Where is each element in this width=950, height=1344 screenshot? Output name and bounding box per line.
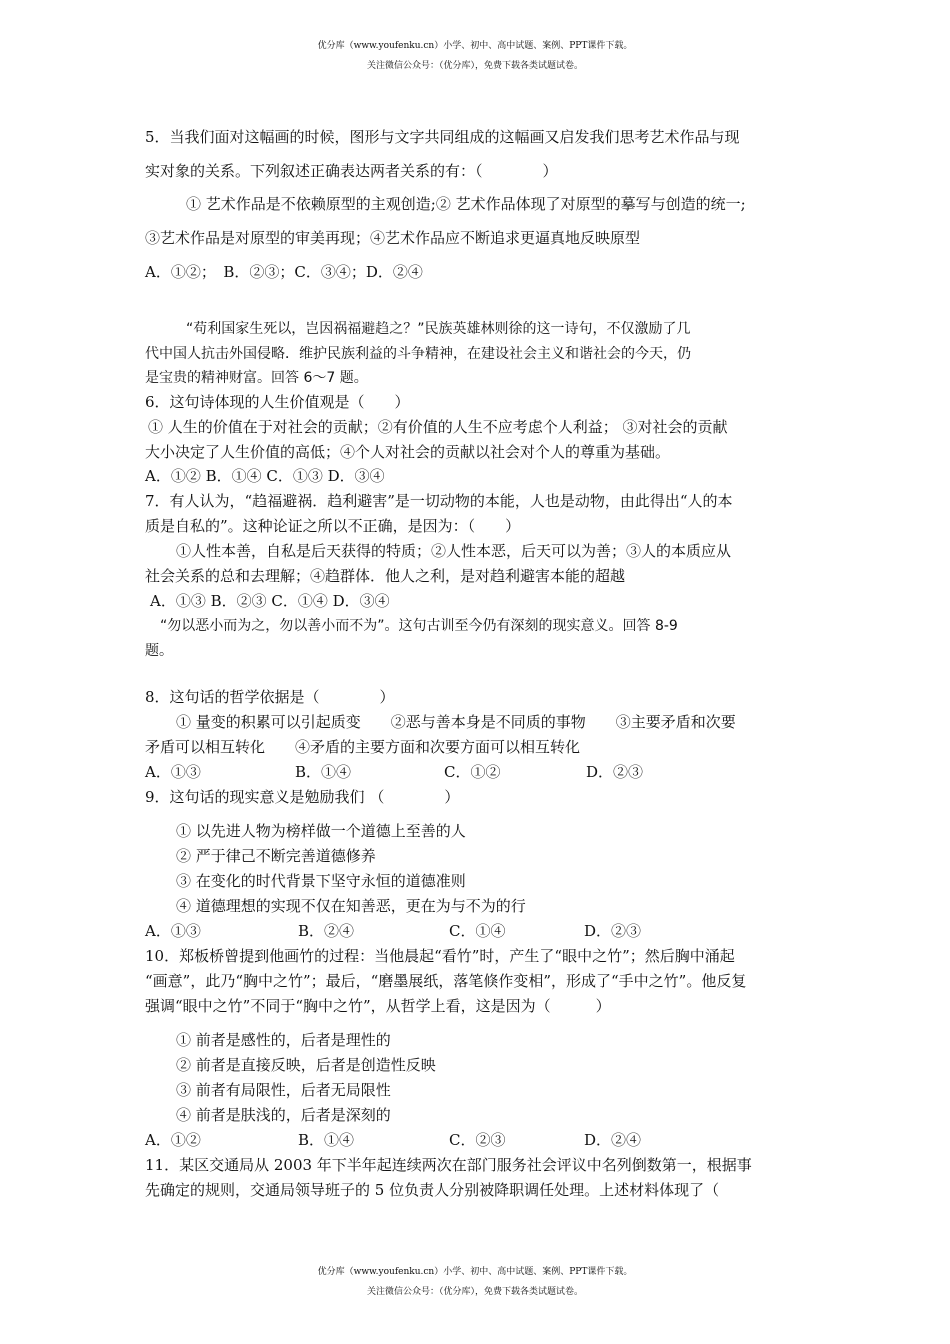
q9-choice-a: A．①③ <box>145 922 201 940</box>
q5-line-3: ① 艺术作品是不依赖原型的主观创造;② 艺术作品体现了对原型的摹写与创造的统一; <box>186 195 746 213</box>
passage1-line-1: “苟利国家生死以，岂因祸福避趋之？”民族英雄林则徐的这一诗句，不仅激励了几 <box>186 321 691 337</box>
passage1-line-2: 代中国人抗击外国侵略．维护民族利益的斗争精神，在建设社会主义和谐社会的今天，仍 <box>145 346 691 362</box>
q10-choice-d: D．②④ <box>584 1131 642 1149</box>
q11-line-2: 先确定的规则，交通局领导班子的 5 位负责人分别被降职调任处理。上述材料体现了（ <box>145 1181 720 1199</box>
header-line-2: 关注微信公众号：（优分库），免费下载各类试题试卷。 <box>366 61 583 71</box>
q9-choice-c: C．①④ <box>449 922 506 940</box>
passage1-line-3: 是宝贵的精神财富。回答 6～7 题。 <box>145 370 368 386</box>
q6-line-1: 6．这句诗体现的人生价值观是（ ） <box>145 393 410 411</box>
q9-line-1: 9．这句话的现实意义是勉励我们 （ ） <box>145 788 460 806</box>
q9-option-1: ① 以先进人物为榜样做一个道德上至善的人 <box>176 822 466 840</box>
q6-answer-choices: A．①② B．①④ C．①③ D．③④ <box>145 467 385 485</box>
q10-option-3: ③ 前者有局限性，后者无局限性 <box>176 1081 391 1099</box>
footer-line-2: 关注微信公众号：（优分库），免费下载各类试题试卷。 <box>366 1287 583 1297</box>
q10-line-1: 10．郑板桥曾提到他画竹的过程：当他晨起“看竹”时，产生了“眼中之竹”；然后胸中涌起 <box>145 947 735 965</box>
q9-option-4: ④ 道德理想的实现不仅在知善恶，更在为与不为的行 <box>176 897 526 915</box>
q8-line-3: 矛盾可以相互转化 ④矛盾的主要方面和次要方面可以相互转化 <box>145 738 581 756</box>
q7-line-1: 7．有人认为，“趋福避祸．趋利避害”是一切动物的本能，人也是动物，由此得出“人的本 <box>145 492 733 510</box>
q9-choice-d: D．②③ <box>584 922 642 940</box>
q5-line-4: ③艺术作品是对原型的审美再现；④艺术作品应不断追求更逼真地反映原型 <box>145 229 641 247</box>
q9-choice-b: B．②④ <box>298 922 355 940</box>
q5-answer-choices: A．①②； B．②③；C．③④；D．②④ <box>145 263 423 281</box>
passage2-line-2: 题。 <box>145 643 173 659</box>
q11-line-1: 11．某区交通局从 2003 年下半年起连续两次在部门服务社会评议中名列倒数第一，根据事 <box>145 1156 752 1174</box>
q7-line-2: 质是自私的”。这种论证之所以不正确，是因为：（ ） <box>145 517 521 535</box>
q10-choice-a: A．①② <box>145 1131 201 1149</box>
q8-line-1: 8．这句话的哲学依据是（ ） <box>145 688 395 706</box>
q10-option-4: ④ 前者是肤浅的，后者是深刻的 <box>176 1106 391 1124</box>
q10-line-3: 强调“眼中之竹”不同于“胸中之竹”，从哲学上看，这是因为（ ） <box>145 997 611 1015</box>
q5-line-1: 5．当我们面对这幅画的时候，图形与文字共同组成的这幅画又启发我们思考艺术作品与现 <box>145 128 740 146</box>
q5-line-2: 实对象的关系。下列叙述正确表达两者关系的有：（ ） <box>145 162 558 180</box>
q10-option-1: ① 前者是感性的，后者是理性的 <box>176 1031 391 1049</box>
q10-choice-c: C．②③ <box>449 1131 506 1149</box>
footer-line-1: 优分库（www.youfenku.cn）小学、初中、高中试题、案例、PPT课件下载。 <box>317 1267 633 1277</box>
page-header <box>0 36 950 76</box>
q6-line-3: 大小决定了人生价值的高低；④个人对社会的贡献以社会对个人的尊重为基础。 <box>145 443 671 461</box>
q6-line-2: ① 人生的价值在于对社会的贡献；②有价值的人生不应考虑个人利益； ③对社会的贡献 <box>148 418 728 436</box>
q8-choice-d: D．②③ <box>586 763 644 781</box>
q8-choice-a: A．①③ <box>145 763 201 781</box>
q9-option-3: ③ 在变化的时代背景下坚守永恒的道德准则 <box>176 872 466 890</box>
q7-line-3: ①人性本善，自私是后天获得的特质；②人性本恶，后天可以为善；③人的本质应从 <box>176 542 732 560</box>
q7-answer-choices: A．①③ B．②③ C．①④ D．③④ <box>150 592 390 610</box>
q7-line-4: 社会关系的总和去理解；④趋群体．他人之利，是对趋利避害本能的超越 <box>145 567 626 585</box>
q10-option-2: ② 前者是直接反映，后者是创造性反映 <box>176 1056 436 1074</box>
q10-choice-b: B．①④ <box>298 1131 355 1149</box>
q8-choice-b: B．①④ <box>295 763 352 781</box>
header-line-1: 优分库（www.youfenku.cn）小学、初中、高中试题、案例、PPT课件下载。 <box>317 41 633 51</box>
q10-line-2: “画意”，此乃“胸中之竹”；最后，“磨墨展纸，落笔倏作变相”，形成了“手中之竹”。他反复 <box>145 972 747 990</box>
q8-choice-c: C．①② <box>444 763 501 781</box>
q9-option-2: ② 严于律己不断完善道德修养 <box>176 847 376 865</box>
q8-line-2: ① 量变的积累可以引起质变 ②恶与善本身是不同质的事物 ③主要矛盾和次要 <box>176 713 736 731</box>
page-footer <box>0 1262 950 1302</box>
passage2-line-1: “勿以恶小而为之，勿以善小而不为”。这句古训至今仍有深刻的现实意义。回答 8-9 <box>160 618 678 634</box>
